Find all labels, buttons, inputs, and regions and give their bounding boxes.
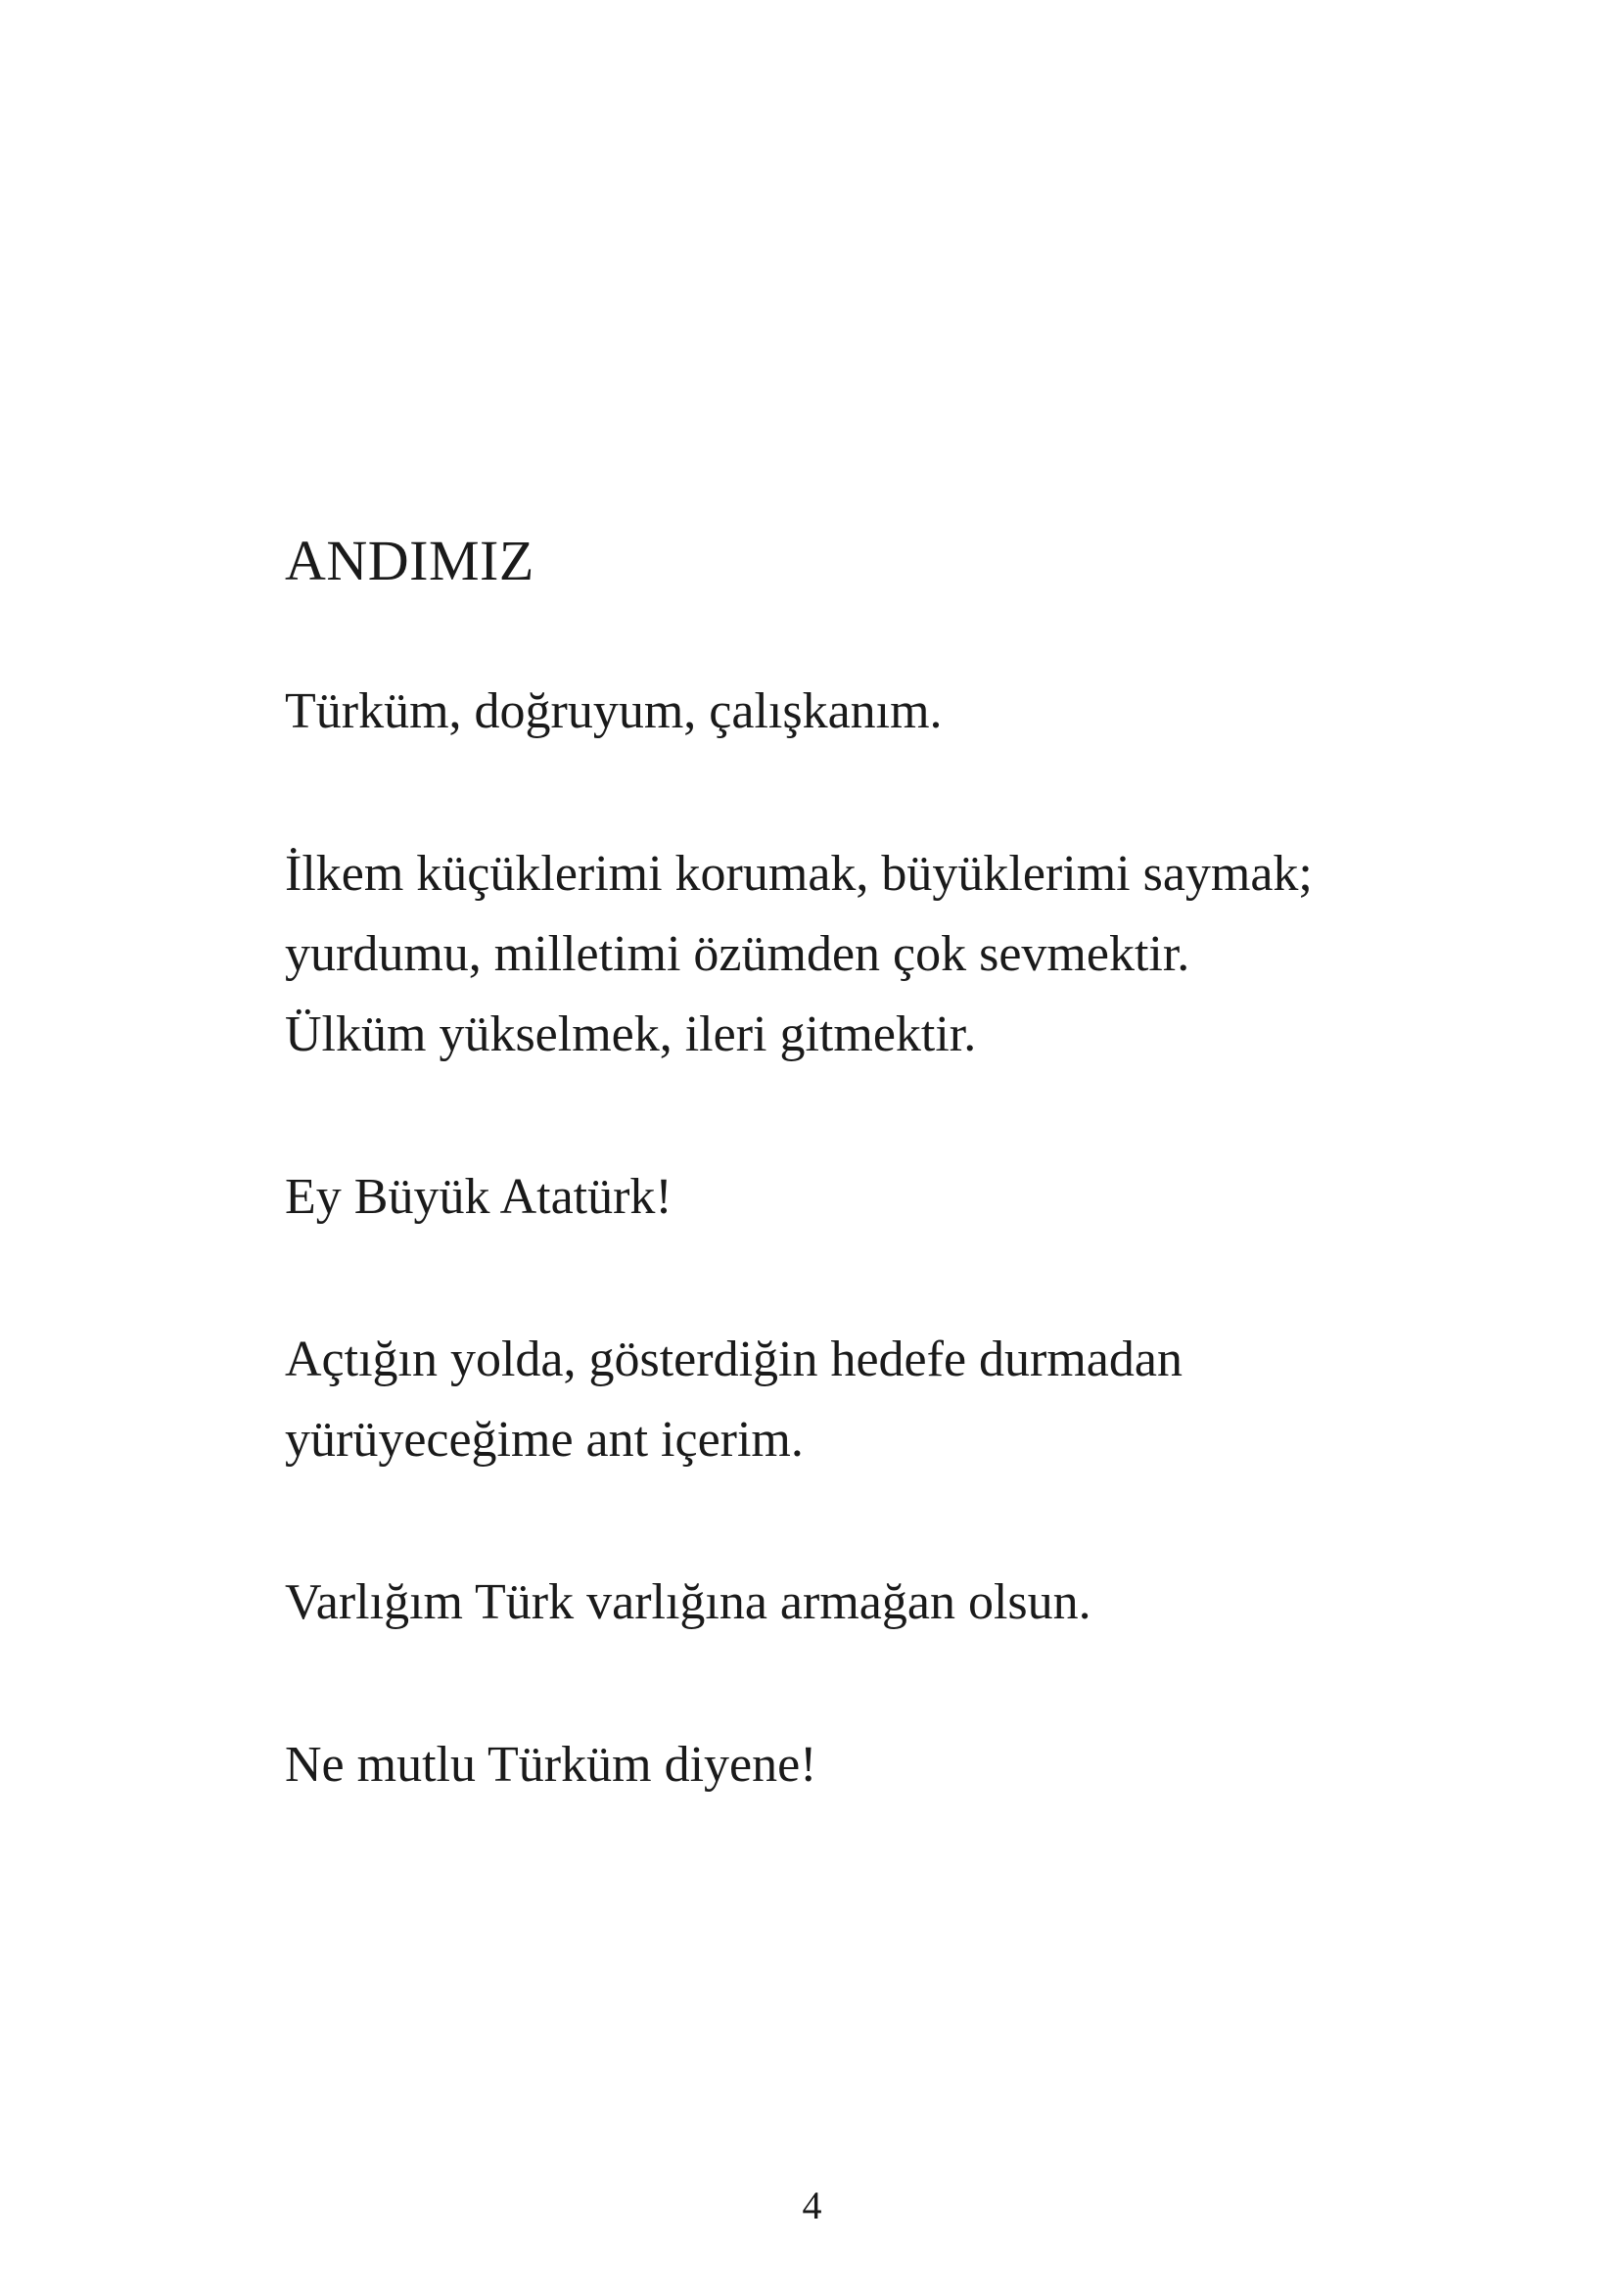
text-line: yürüyeceğime ant içerim.: [285, 1412, 804, 1468]
text-line: Türküm, doğruyum, çalışkanım.: [285, 683, 943, 739]
text-line: Ne mutlu Türküm diyene!: [285, 1737, 817, 1793]
text-line: Varlığım Türk varlığına armağan olsun.: [285, 1574, 1091, 1630]
oath-text-block: [285, 517, 1460, 1888]
stanza-3: [285, 1157, 1460, 1238]
stanza-4: [285, 1320, 1460, 1480]
stanza-6: [285, 1725, 1460, 1805]
page-number: 4: [802, 2183, 822, 2227]
text-line: Açtığın yolda, gösterdiğin hedefe durmadan: [285, 1332, 1183, 1387]
stanza-5: [285, 1563, 1460, 1643]
text-line: yurdumu, milletimi özümden çok sevmektir.: [285, 926, 1190, 982]
text-line: Ülküm yükselmek, ileri gitmektir.: [285, 1006, 977, 1062]
text-line: Ey Büyük Atatürk!: [285, 1169, 673, 1225]
stanza-2: [285, 834, 1460, 1075]
stanza-1: [285, 672, 1460, 752]
text-line: İlkem küçüklerimi korumak, büyüklerimi saymak;: [285, 846, 1313, 902]
page-title: ANDIMIZ: [285, 529, 534, 592]
